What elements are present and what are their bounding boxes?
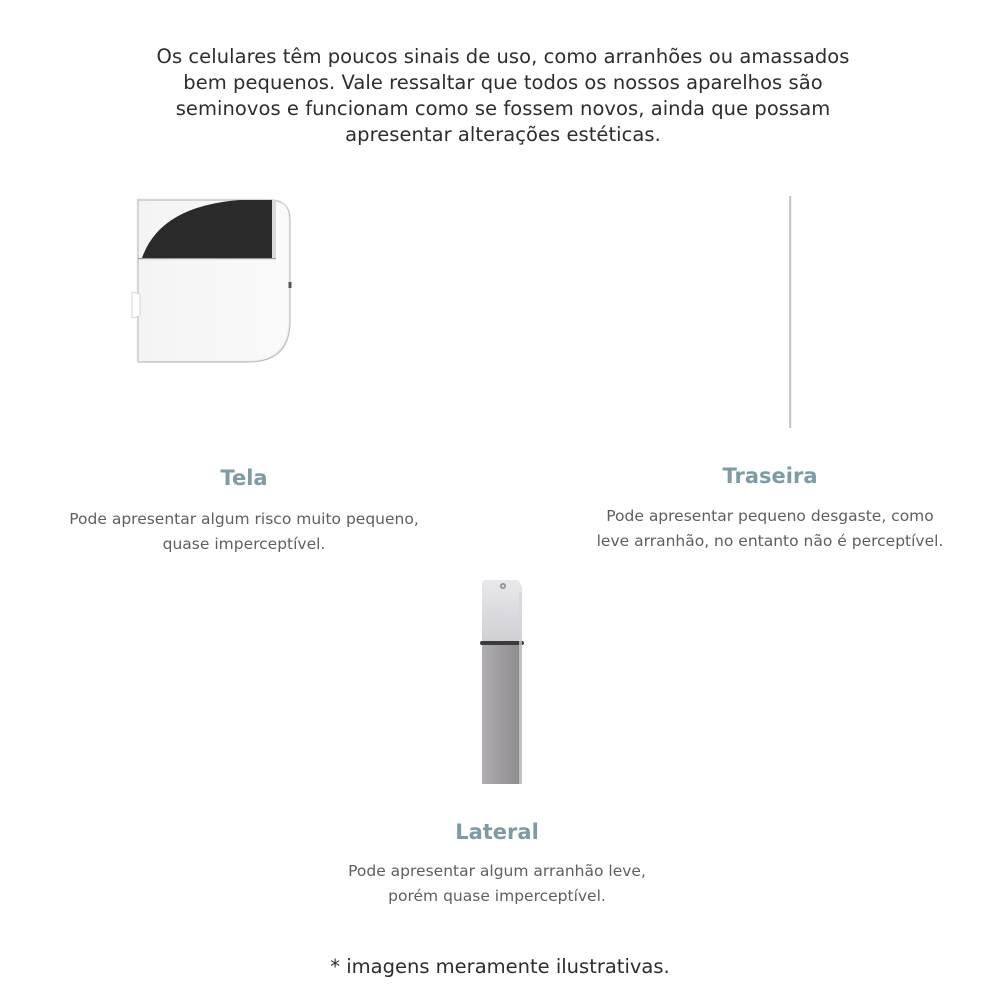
card-description-traseira (570, 504, 970, 554)
intro-line: apresentar alterações estéticas. (345, 123, 661, 146)
phone-side-edge-image (470, 578, 530, 790)
card-description-line: Pode apresentar algum arranhão leve, (348, 862, 646, 880)
phone-side-illustration (470, 578, 530, 790)
card-description-line: leve arranhão, no entanto não é perceptível. (596, 532, 944, 550)
phone-back-illustration (640, 190, 810, 435)
card-description-line: quase imperceptível. (162, 535, 326, 553)
intro-line: bem pequenos. Vale ressaltar que todos os nossos aparelhos são (183, 71, 823, 94)
card-description-line: Pode apresentar pequeno desgaste, como (606, 507, 934, 525)
card-description-line: porém quase imperceptível. (388, 887, 606, 905)
card-description-line: Pode apresentar algum risco muito pequeno, (69, 510, 419, 528)
intro-line: seminovos e funcionam como se fossem novos, ainda que possam (175, 97, 831, 120)
phone-screen-illustration (130, 196, 300, 376)
illustrative-footnote: * imagens meramente ilustrativas. (330, 955, 670, 978)
card-description-lateral (296, 859, 698, 909)
card-title-lateral: Lateral (455, 820, 539, 844)
phone-screen-corner-image (130, 196, 300, 376)
intro-paragraph (100, 44, 906, 148)
card-title-traseira: Traseira (722, 464, 818, 488)
intro-line: Os celulares têm poucos sinais de uso, como arranhões ou amassados (156, 45, 850, 68)
card-description-tela (40, 507, 448, 557)
card-title-tela: Tela (220, 466, 268, 490)
phone-back-edge-image (640, 190, 810, 435)
